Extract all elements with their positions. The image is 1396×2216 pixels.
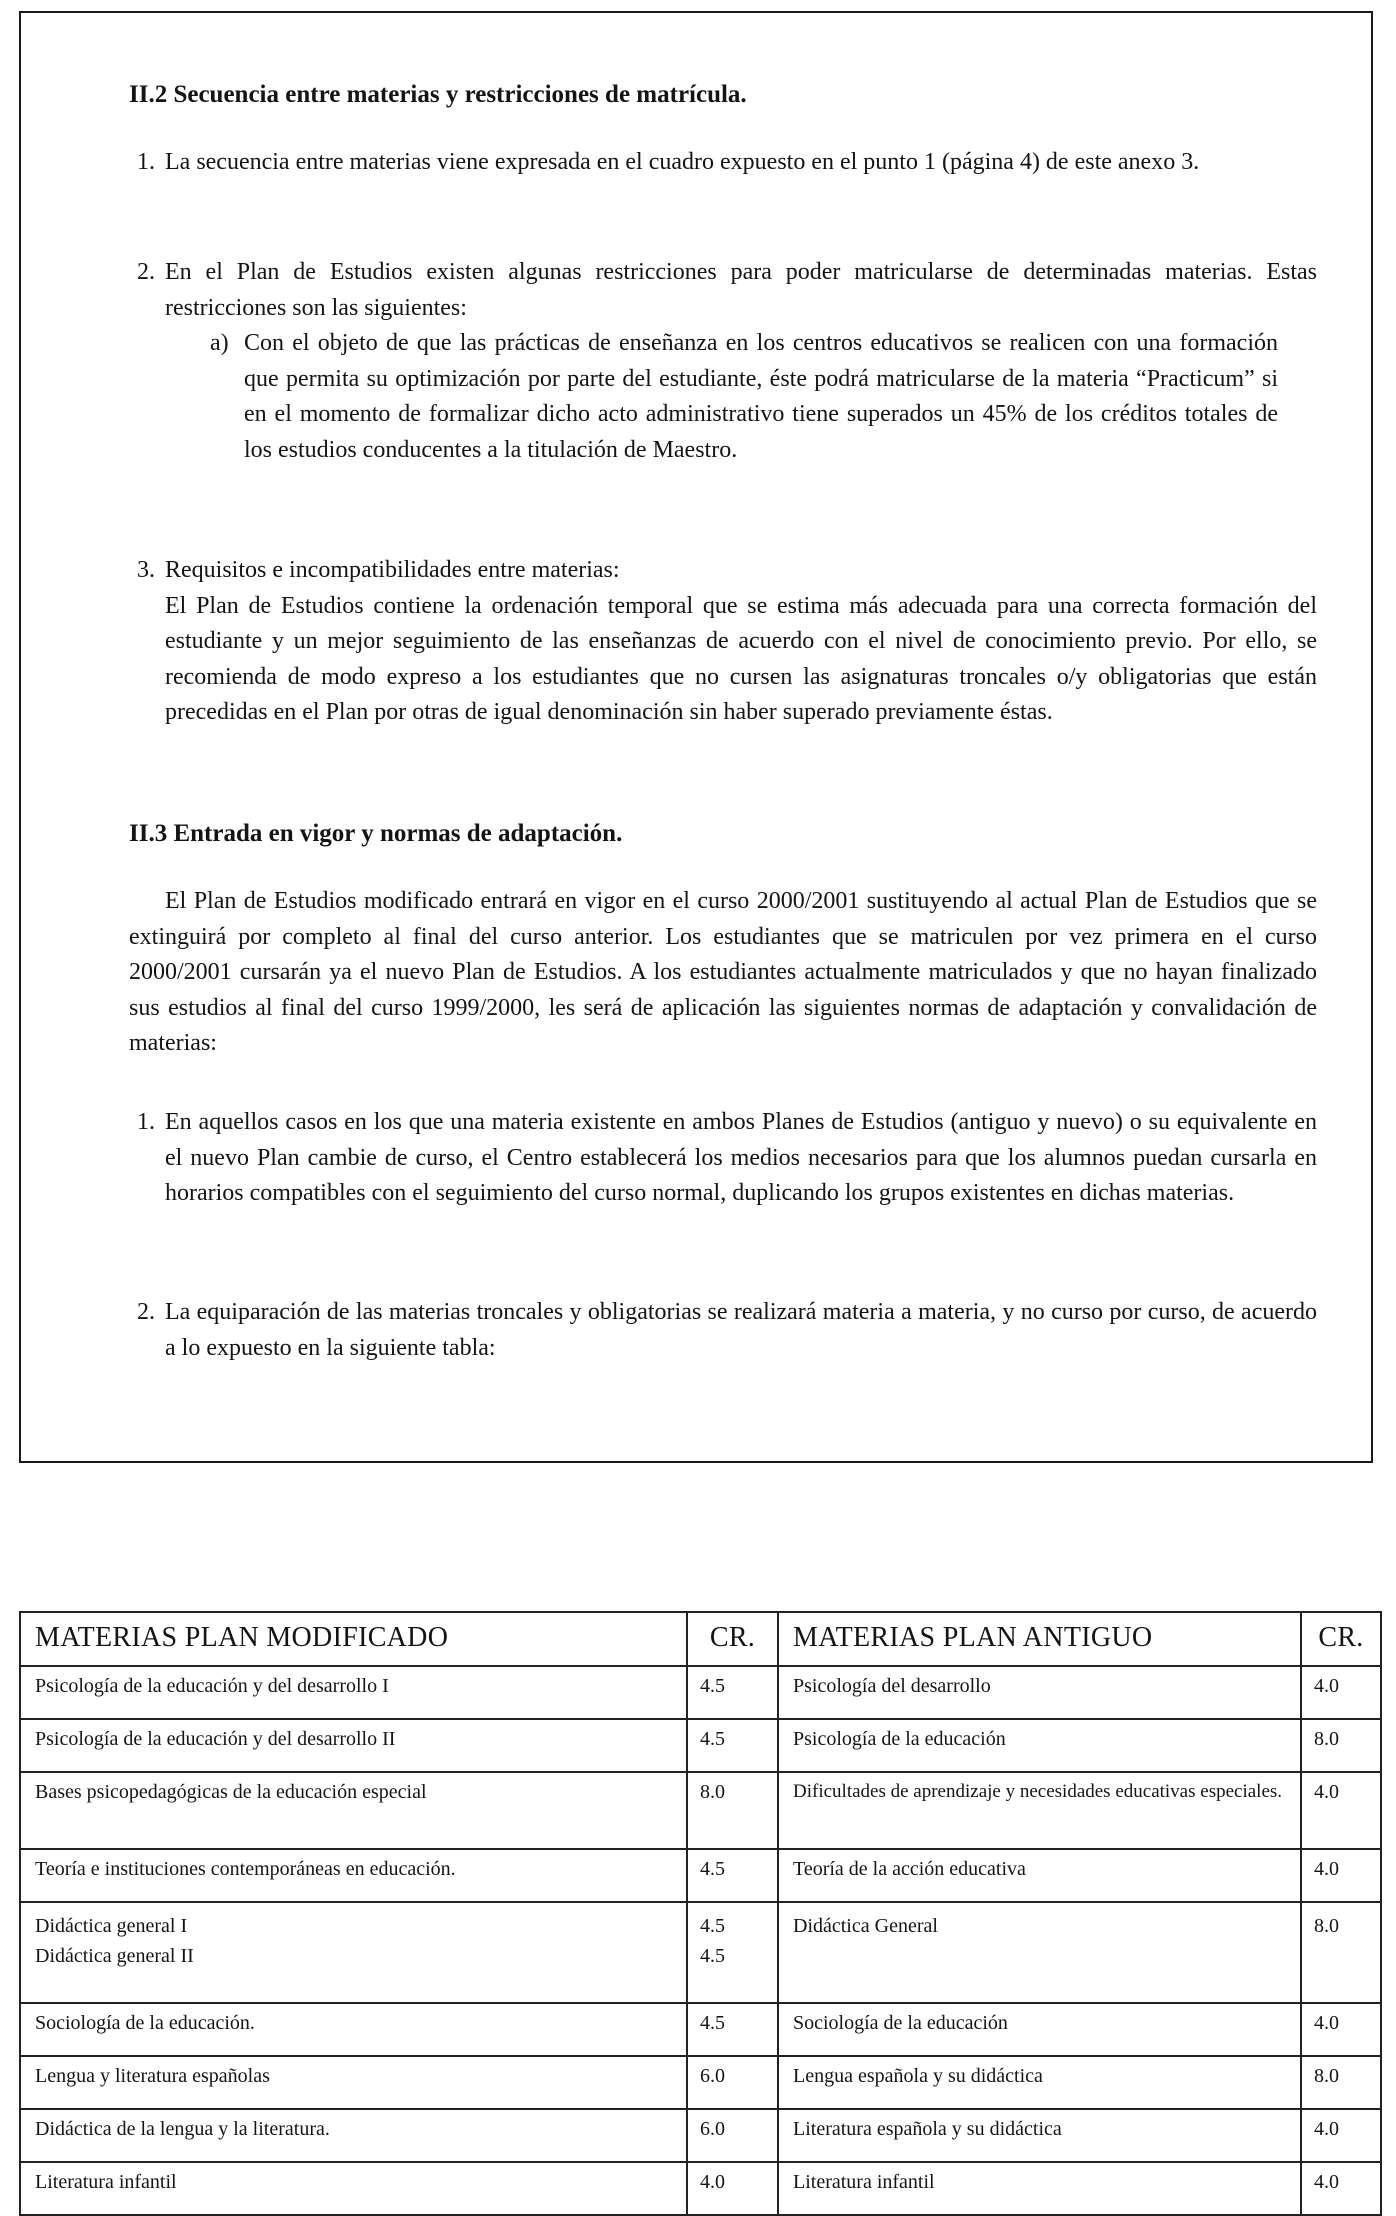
item-text: La secuencia entre materias viene expresada en el cuadro expuesto en el punto 1 (página 4) de este anexo 3. bbox=[165, 149, 1200, 175]
table-cell: 4.0 bbox=[1301, 1772, 1381, 1849]
list-item bbox=[137, 1105, 1317, 1212]
item-number: 2. bbox=[137, 1299, 155, 1325]
list-item bbox=[137, 553, 1317, 731]
cell-line: Didáctica General bbox=[793, 1915, 938, 1937]
cell-text: Dificultades de aprendizaje y necesidades educativas especiales. bbox=[793, 1781, 1283, 1802]
table-cell: Psicología de la educación y del desarrollo I bbox=[20, 1666, 687, 1719]
table-cell: Sociología de la educación bbox=[778, 2003, 1301, 2056]
header-credits: CR. bbox=[1301, 1612, 1381, 1666]
list-item bbox=[137, 255, 1317, 326]
table-cell: Psicología del desarrollo bbox=[778, 1666, 1301, 1719]
table-cell: 8.0 bbox=[1301, 1719, 1381, 1772]
list-item bbox=[137, 145, 1317, 181]
table-cell: Psicología de la educación y del desarrollo II bbox=[20, 1719, 687, 1772]
table-cell: 8.0 bbox=[1301, 2056, 1381, 2109]
table-cell: 4.5 bbox=[687, 1666, 778, 1719]
table-row bbox=[20, 1849, 1381, 1902]
table-cell: Didáctica de la lengua y la literatura. bbox=[20, 2109, 687, 2162]
table-row bbox=[20, 1719, 1381, 1772]
table-cell: Bases psicopedagógicas de la educación especial bbox=[20, 1772, 687, 1849]
table-cell bbox=[778, 1902, 1301, 2003]
item-number: 2. bbox=[137, 259, 155, 285]
table-cell: 4.0 bbox=[1301, 2003, 1381, 2056]
list-item bbox=[137, 1295, 1317, 1366]
item-text: El Plan de Estudios contiene la ordenación temporal que se estima más adecuada para una correcta formación del estudiante y un mejor seguimiento de las enseñanzas de acuerdo con el nivel de conocimiento previo. Por ello, se recomienda de modo expreso a los estudiantes que no cursen las asignaturas troncales o/y obligatorias que están precedidas en el Plan por otras de igual denominación sin haber superado previamente éstas. bbox=[165, 592, 1317, 725]
item-title: Requisitos e incompatibilidades entre materias: bbox=[165, 557, 620, 583]
table-cell bbox=[20, 1902, 687, 2003]
table-cell: Psicología de la educación bbox=[778, 1719, 1301, 1772]
subitem-text: Con el objeto de que las prácticas de enseñanza en los centros educativos se realicen con una formación que permita su optimización por parte del estudiante, éste podrá matricularse de la materia “Practicum” si en el momento de formalizar dicho acto administrativo tiene superados un 45% de los créditos totales de los estudios conducentes a la titulación de Maestro. bbox=[244, 330, 1278, 463]
table-cell: 4.5 bbox=[687, 2003, 778, 2056]
table-cell: 4.5 bbox=[687, 1849, 778, 1902]
table-cell: 4.0 bbox=[1301, 2162, 1381, 2215]
cell-line: Didáctica general I bbox=[35, 1915, 188, 1937]
item-number: 3. bbox=[137, 557, 155, 583]
table-row bbox=[20, 1902, 1381, 2003]
section-intro bbox=[129, 884, 1317, 1062]
table-cell: Sociología de la educación. bbox=[20, 2003, 687, 2056]
table-row bbox=[20, 2162, 1381, 2215]
item-number: 1. bbox=[137, 149, 155, 175]
item-text: En aquellos casos en los que una materia existente en ambos Planes de Estudios (antiguo y nuevo) o su equivalente en el nuevo Plan cambie de curso, el Centro establecerá los medios necesarios para que los alumnos puedan cursarla en horarios compatibles con el seguimiento del curso normal, duplicando los grupos existentes en dichas materias. bbox=[165, 1109, 1317, 1206]
table-cell: 6.0 bbox=[687, 2109, 778, 2162]
list-subitem bbox=[210, 326, 1278, 468]
table-cell: 4.0 bbox=[1301, 2109, 1381, 2162]
cell-line: 4.5 bbox=[700, 1915, 725, 1937]
table-cell: 6.0 bbox=[687, 2056, 778, 2109]
table-cell: Literatura infantil bbox=[778, 2162, 1301, 2215]
cell-line: 4.5 bbox=[700, 1945, 725, 1967]
intro-text: El Plan de Estudios modificado entrará en vigor en el curso 2000/2001 sustituyendo al actual Plan de Estudios que se extinguirá por completo al final del curso anterior. Los estudiantes que se matriculen por vez primera en el curso 2000/2001 cursarán ya el nuevo Plan de Estudios. A los estudiantes actualmente matriculados y que no hayan finalizado sus estudios al final del curso 1999/2000, les será de aplicación las siguientes normas de adaptación y convalidación de materias: bbox=[129, 888, 1317, 1056]
section-heading: II.3 Entrada en vigor y normas de adaptación. bbox=[129, 820, 623, 847]
table-cell bbox=[778, 1772, 1301, 1849]
table-row bbox=[20, 1772, 1381, 1849]
header-old-plan: MATERIAS PLAN ANTIGUO bbox=[778, 1612, 1301, 1666]
cell-line: Didáctica general II bbox=[35, 1945, 194, 1967]
item-text: La equiparación de las materias troncales y obligatorias se realizará materia a materia, y no curso por curso, de acuerdo a lo expuesto en la siguiente tabla: bbox=[165, 1299, 1317, 1361]
table-cell: Lengua y literatura españolas bbox=[20, 2056, 687, 2109]
table-row bbox=[20, 2056, 1381, 2109]
table-row bbox=[20, 2109, 1381, 2162]
subitem-label: a) bbox=[210, 330, 229, 356]
table-cell bbox=[687, 1902, 778, 2003]
table-row bbox=[20, 1666, 1381, 1719]
table-cell: 4.0 bbox=[1301, 1849, 1381, 1902]
table-cell: 4.5 bbox=[687, 1719, 778, 1772]
table-cell: 8.0 bbox=[687, 1772, 778, 1849]
text-frame bbox=[19, 11, 1373, 1463]
item-text: En el Plan de Estudios existen algunas restricciones para poder matricularse de determinadas materias. Estas restricciones son las siguientes: bbox=[165, 259, 1317, 321]
header-new-plan: MATERIAS PLAN MODIFICADO bbox=[20, 1612, 687, 1666]
section-heading: II.2 Secuencia entre materias y restricciones de matrícula. bbox=[129, 81, 747, 108]
item-number: 1. bbox=[137, 1109, 155, 1135]
table-header-row bbox=[20, 1612, 1381, 1666]
table-cell: 4.0 bbox=[1301, 1666, 1381, 1719]
cell-line: 8.0 bbox=[1314, 1915, 1339, 1937]
table-cell: 4.0 bbox=[687, 2162, 778, 2215]
table-cell bbox=[1301, 1902, 1381, 2003]
table-row bbox=[20, 2003, 1381, 2056]
table-cell: Literatura española y su didáctica bbox=[778, 2109, 1301, 2162]
table-cell: Teoría e instituciones contemporáneas en educación. bbox=[20, 1849, 687, 1902]
table-cell: Lengua española y su didáctica bbox=[778, 2056, 1301, 2109]
equivalence-table bbox=[19, 1611, 1382, 2216]
table-cell: Teoría de la acción educativa bbox=[778, 1849, 1301, 1902]
header-credits: CR. bbox=[687, 1612, 778, 1666]
table-cell: Literatura infantil bbox=[20, 2162, 687, 2215]
